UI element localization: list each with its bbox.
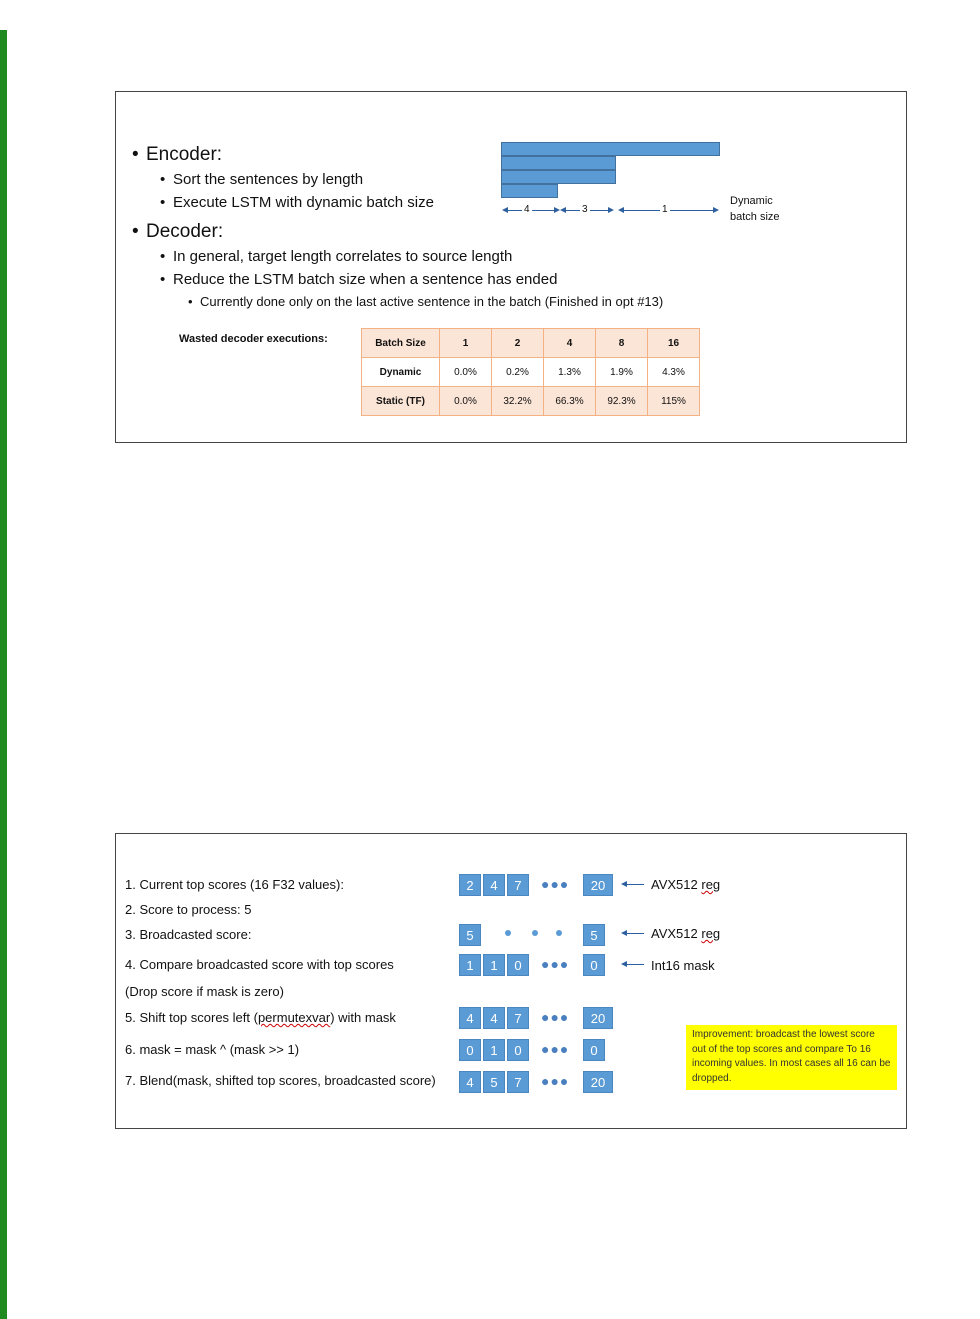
decoder-item-correlates: • In general, target length correlates to source length <box>160 248 513 265</box>
register-cell: 4 <box>483 874 505 896</box>
table-cell: 0.2% <box>492 358 544 387</box>
batch-bar-3 <box>501 170 616 184</box>
encoder-heading: • Encoder: <box>132 144 223 165</box>
register-cell: 20 <box>583 1071 613 1093</box>
int16-mask-label: Int16 mask <box>651 958 715 973</box>
slide-top-scores <box>115 833 907 1129</box>
table-header-row <box>362 329 700 358</box>
table-cell: 1.9% <box>596 358 648 387</box>
avx512-reg-label: AVX512 reg <box>651 877 721 892</box>
register-cell: 20 <box>583 874 613 896</box>
sparse-dot <box>505 930 511 936</box>
register-cell: 4 <box>483 1007 505 1029</box>
table-cell: 92.3% <box>596 387 648 416</box>
batch-bar-1 <box>501 142 720 156</box>
table-row <box>362 358 700 387</box>
step-5: 5. Shift top scores left (permutexvar) with mask <box>125 1010 396 1025</box>
table-cell: 16 <box>648 329 700 358</box>
dynamic-batch-label: Dynamic batch size <box>730 195 780 223</box>
batch-bar-2 <box>501 156 616 170</box>
sparse-dot <box>532 930 538 936</box>
improvement-note: Improvement: broadcast the lowest score out of the top scores and compare To 16 incoming values. In most cases all 16 can be dropped. <box>686 1025 897 1090</box>
step-6: 6. mask = mask ^ (mask >> 1) <box>125 1042 300 1057</box>
arrow-right-icon <box>608 207 614 213</box>
step-7: 7. Blend(mask, shifted top scores, broadcasted score) <box>125 1073 436 1088</box>
batch-size-axis <box>502 204 720 215</box>
slide-batching <box>115 91 907 443</box>
decoder-item-reduce: • Reduce the LSTM batch size when a sentence has ended <box>160 271 558 288</box>
step-3: 3. Broadcasted score: <box>125 927 252 942</box>
table-cell: 8 <box>596 329 648 358</box>
register-cell: 4 <box>459 1007 481 1029</box>
table-cell: 2 <box>492 329 544 358</box>
ellipsis-dots: ●●● <box>541 1041 570 1057</box>
register-cell: 0 <box>507 954 529 976</box>
register-cell: 7 <box>507 874 529 896</box>
register-cell: 7 <box>507 1007 529 1029</box>
register-cell: 1 <box>483 954 505 976</box>
arrow-right-icon <box>713 207 719 213</box>
segment-label-4: 4 <box>524 204 530 215</box>
register-cell: 4 <box>459 1071 481 1093</box>
decoder-subitem: • Currently done only on the last active sentence in the batch (Finished in opt #13) <box>188 294 664 309</box>
table-cell: 32.2% <box>492 387 544 416</box>
table-cell: Static (TF) <box>362 387 440 416</box>
ellipsis-dots: ●●● <box>541 1073 570 1089</box>
step-4: 4. Compare broadcasted score with top scores <box>125 957 394 972</box>
step-2: 2. Score to process: 5 <box>125 902 252 917</box>
register-cell: 0 <box>507 1039 529 1061</box>
step-4-note: (Drop score if mask is zero) <box>125 984 284 999</box>
batch-bar-4 <box>501 184 558 198</box>
register-cell: 5 <box>459 924 481 946</box>
arrow-left-icon <box>621 961 627 967</box>
arrow-left-icon <box>621 930 627 936</box>
table-cell: 1 <box>440 329 492 358</box>
table-cell: Dynamic <box>362 358 440 387</box>
register-cell: 20 <box>583 1007 613 1029</box>
register-cell: 0 <box>583 954 605 976</box>
register-cell: 5 <box>483 1071 505 1093</box>
table-cell: Batch Size <box>362 329 440 358</box>
segment-label-1: 1 <box>662 204 668 215</box>
table-cell: 0.0% <box>440 358 492 387</box>
register-cell: 0 <box>459 1039 481 1061</box>
table-cell: 115% <box>648 387 700 416</box>
register-cell: 1 <box>459 954 481 976</box>
sparse-dot <box>556 930 562 936</box>
register-cell: 5 <box>583 924 605 946</box>
encoder-item-sort: • Sort the sentences by length <box>160 171 364 188</box>
arrow-left-icon <box>621 881 627 887</box>
register-cell: 1 <box>483 1039 505 1061</box>
ellipsis-dots: ●●● <box>541 1009 570 1025</box>
register-cell: 7 <box>507 1071 529 1093</box>
segment-label-3: 3 <box>582 204 588 215</box>
avx512-reg-label: AVX512 reg <box>651 926 721 941</box>
ellipsis-dots: ●●● <box>541 876 570 892</box>
wasted-executions-label: Wasted decoder executions: <box>179 333 328 345</box>
table-row <box>362 387 700 416</box>
table-cell: 4.3% <box>648 358 700 387</box>
register-cell: 2 <box>459 874 481 896</box>
encoder-item-lstm: • Execute LSTM with dynamic batch size <box>160 194 434 211</box>
table-cell: 66.3% <box>544 387 596 416</box>
decoder-heading: • Decoder: <box>132 221 224 242</box>
register-cell: 0 <box>583 1039 605 1061</box>
step-1: 1. Current top scores (16 F32 values): <box>125 877 344 892</box>
left-accent-bar <box>0 30 7 1319</box>
ellipsis-dots: ●●● <box>541 956 570 972</box>
table-cell: 1.3% <box>544 358 596 387</box>
table-cell: 0.0% <box>440 387 492 416</box>
wasted-executions-table <box>361 328 700 416</box>
table-cell: 4 <box>544 329 596 358</box>
